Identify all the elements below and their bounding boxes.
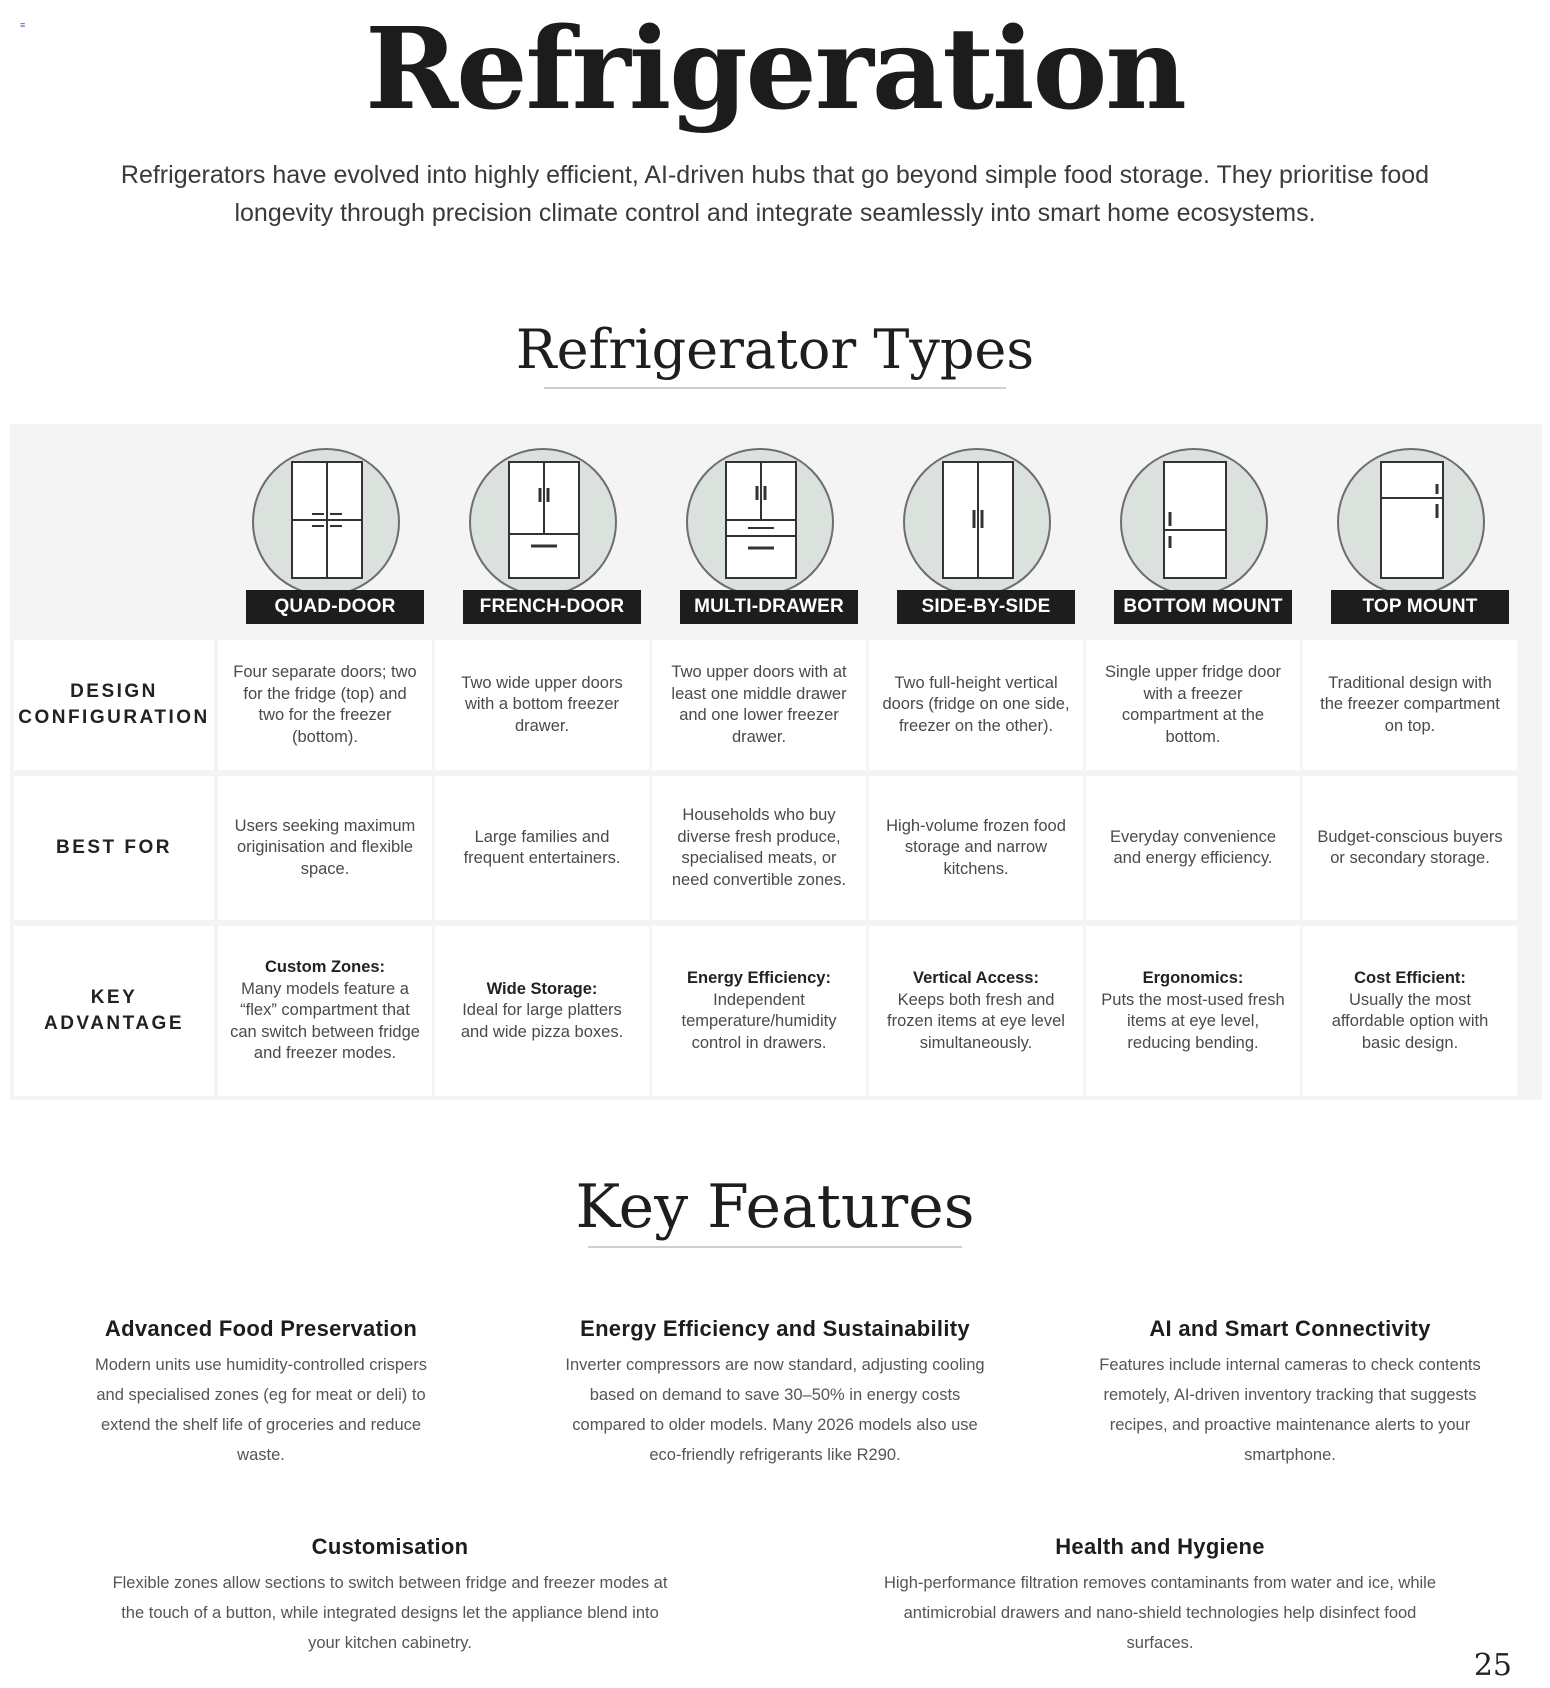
feature-advanced-food-preservation xyxy=(80,1316,442,1470)
advantage-title: Custom Zones: xyxy=(264,958,386,977)
type-label-quad-door: QUAD-DOOR xyxy=(246,590,424,624)
type-column-bottom-mount xyxy=(1086,424,1304,634)
advantage-text: Many models feature a “flex” compartment that can switch between fridge and freezer modes. xyxy=(230,979,420,1063)
bottom-mount-fridge-icon xyxy=(1120,448,1268,596)
refrigerator-types-table xyxy=(10,424,1542,1100)
table-cell: Two upper doors with at least one middle drawer and one lower freezer drawer. xyxy=(652,640,866,770)
table-cell: Two full-height vertical doors (fridge on one side, freezer on the other). xyxy=(869,640,1083,770)
type-label-side-by-side: SIDE-BY-SIDE xyxy=(897,590,1075,624)
table-cell: Four separate doors; two for the fridge (top) and two for the freezer (bottom). xyxy=(218,640,432,770)
feature-text: Modern units use humidity-controlled crispers and specialised zones (eg for meat or deli) to extend the shelf life of groceries and reduce waste. xyxy=(95,1356,427,1464)
table-cell: Single upper fridge door with a freezer compartment at the bottom. xyxy=(1086,640,1300,770)
table-cell: Users seeking maximum originisation and flexible space. xyxy=(218,776,432,920)
table-cell: Traditional design with the freezer compartment on top. xyxy=(1303,640,1517,770)
feature-health-hygiene xyxy=(880,1534,1440,1658)
features-heading-text: Key Features xyxy=(575,1172,975,1242)
feature-energy-efficiency xyxy=(560,1316,990,1470)
advantage-title: Ergonomics: xyxy=(1142,969,1244,987)
type-label-bottom-mount: BOTTOM MOUNT xyxy=(1114,590,1292,624)
type-label-french-door: FRENCH-DOOR xyxy=(463,590,641,624)
feature-title: Health and Hygiene xyxy=(1055,1534,1265,1559)
advantage-text: Puts the most-used fresh items at eye level, reducing bending. xyxy=(1101,990,1285,1052)
type-label-top-mount: TOP MOUNT xyxy=(1331,590,1509,624)
table-cell: High-volume frozen food storage and narrow kitchens. xyxy=(869,776,1083,920)
features-heading xyxy=(0,1172,1550,1248)
type-column-multi-drawer xyxy=(652,424,870,634)
table-row-key-advantage xyxy=(10,926,1542,1096)
table-cell xyxy=(1303,926,1517,1096)
advantage-title: Energy Efficiency: xyxy=(687,969,831,987)
feature-text: Features include internal cameras to check contents remotely, AI-driven inventory tracking that suggests recipes, and proactive maintenance alerts to your smartphone. xyxy=(1099,1356,1481,1464)
feature-text: High-performance filtration removes contaminants from water and ice, while antimicrobial drawers and nano-shield technologies help disinfect food surfaces. xyxy=(883,1574,1437,1652)
feature-ai-smart-connectivity xyxy=(1080,1316,1500,1470)
feature-title: AI and Smart Connectivity xyxy=(1149,1316,1431,1341)
table-cell: Large families and frequent entertainers. xyxy=(435,776,649,920)
advantage-text: Ideal for large platters and wide pizza boxes. xyxy=(460,1001,624,1041)
feature-text: Inverter compressors are now standard, adjusting cooling based on demand to save 30–50% in energy costs compared to older models. Many 2026 models also use eco-friendly refrigerants like R290. xyxy=(565,1356,985,1464)
menu-icon[interactable]: ≡ xyxy=(20,20,26,30)
types-heading xyxy=(0,318,1550,389)
type-label-multi-drawer: MULTI-DRAWER xyxy=(680,590,858,624)
french-door-fridge-icon xyxy=(469,448,617,596)
type-column-quad-door xyxy=(218,424,436,634)
table-cell xyxy=(869,926,1083,1096)
type-column-top-mount xyxy=(1303,424,1521,634)
quad-door-fridge-icon xyxy=(252,448,400,596)
table-cell: Two wide upper doors with a bottom freezer drawer. xyxy=(435,640,649,770)
table-cell xyxy=(652,926,866,1096)
advantage-text: Independent temperature/humidity control in drawers. xyxy=(681,990,837,1052)
row-label-design-configuration: DESIGN CONFIGURATION xyxy=(14,640,214,770)
feature-title: Energy Efficiency and Sustainability xyxy=(580,1316,970,1341)
advantage-title: Wide Storage: xyxy=(486,979,598,998)
page-number: 25 xyxy=(1473,1648,1512,1683)
types-heading-rule xyxy=(544,387,1006,389)
row-label-key-advantage: KEY ADVANTAGE xyxy=(14,926,214,1096)
table-cell xyxy=(435,926,649,1096)
page-title: Refrigeration xyxy=(365,4,1185,135)
feature-customisation xyxy=(110,1534,670,1658)
table-cell: Budget-conscious buyers or secondary storage. xyxy=(1303,776,1517,920)
table-cell: Everyday convenience and energy efficiency. xyxy=(1086,776,1300,920)
type-column-french-door xyxy=(435,424,653,634)
row-label-best-for: BEST FOR xyxy=(14,776,214,920)
table-row-design-configuration xyxy=(10,640,1542,770)
table-cell xyxy=(1086,926,1300,1096)
type-column-side-by-side xyxy=(869,424,1087,634)
types-heading-text: Refrigerator Types xyxy=(515,318,1035,381)
multi-drawer-fridge-icon xyxy=(686,448,834,596)
table-cell xyxy=(218,926,432,1096)
advantage-title: Cost Efficient: xyxy=(1354,969,1466,987)
intro-paragraph: Refrigerators have evolved into highly efficient, AI-driven hubs that go beyond simple food storage. They prioritise food longevity through precision climate control and integrate seamlessly into smart home ecosystems. xyxy=(120,161,1430,227)
advantage-text: Keeps both fresh and frozen items at eye level simultaneously. xyxy=(887,990,1065,1052)
features-heading-rule xyxy=(588,1246,962,1248)
table-row-best-for xyxy=(10,776,1542,920)
side-by-side-fridge-icon xyxy=(903,448,1051,596)
feature-title: Advanced Food Preservation xyxy=(104,1316,418,1341)
advantage-text: Usually the most affordable option with basic design. xyxy=(1331,990,1489,1052)
advantage-title: Vertical Access: xyxy=(913,969,1039,987)
table-cell: Households who buy diverse fresh produce, specialised meats, or need convertible zones. xyxy=(652,776,866,920)
feature-title: Customisation xyxy=(311,1534,469,1559)
feature-text: Flexible zones allow sections to switch between fridge and freezer modes at the touch of a button, while integrated designs let the appliance blend into your kitchen cabinetry. xyxy=(112,1574,668,1652)
top-mount-fridge-icon xyxy=(1337,448,1485,596)
